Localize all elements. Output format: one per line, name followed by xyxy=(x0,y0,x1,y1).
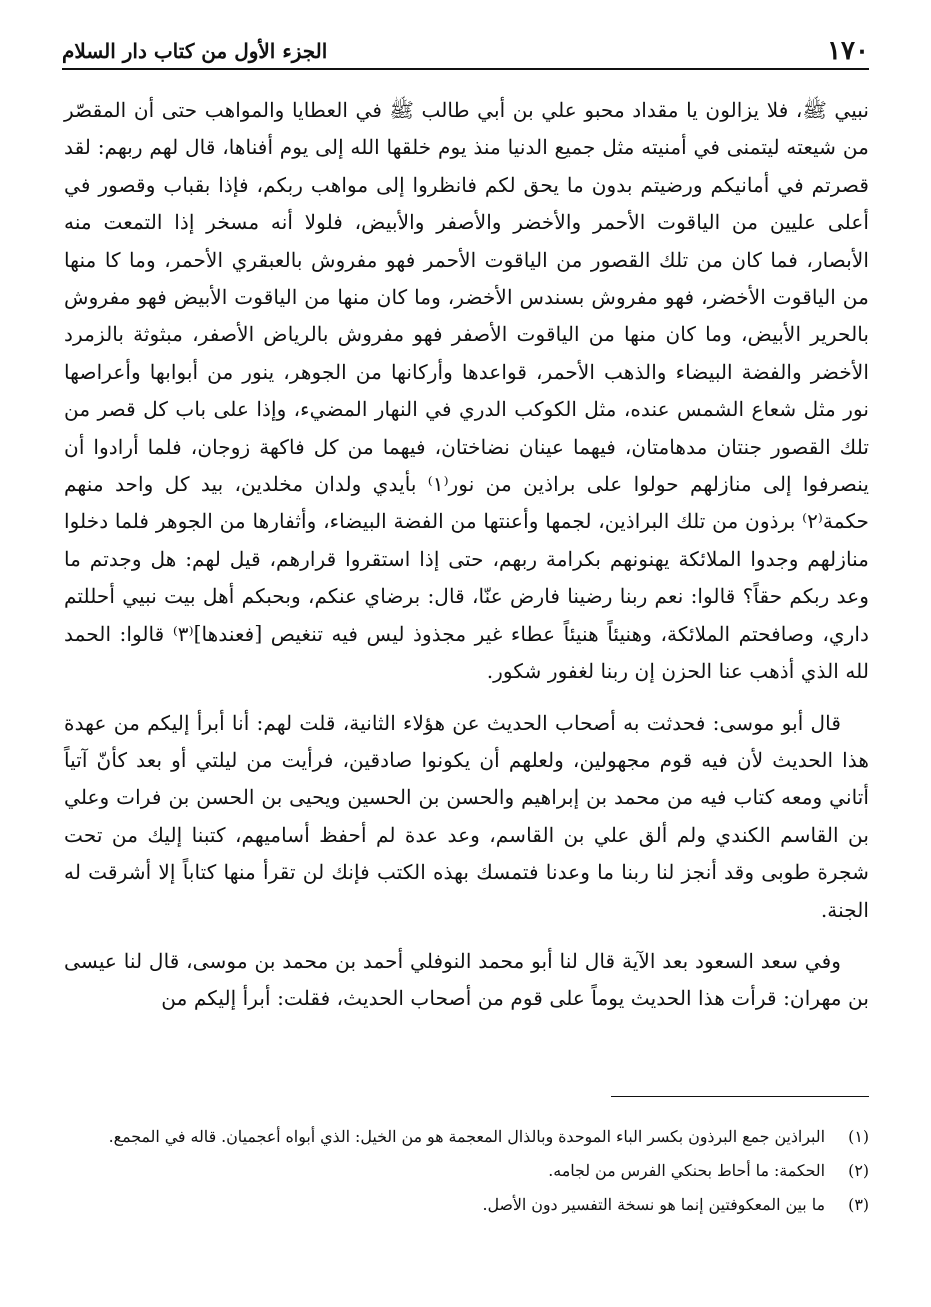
footnote-number: (٣) xyxy=(848,1195,869,1214)
footnote-text: الحكمة: ما أحاط بحنكي الفرس من لجامه. xyxy=(548,1161,825,1180)
footnote-1 xyxy=(64,1124,869,1150)
footnote-text: البراذين جمع البرذون بكسر الباء الموحدة وبالذال المعجمة هو من الخيل: الذي أبواه أعجميان. قاله في المجمع. xyxy=(108,1127,825,1146)
footnote-text: ما بين المعكوفتين إنما هو نسخة التفسير دون الأصل. xyxy=(482,1195,825,1214)
main-text xyxy=(64,92,869,1018)
footnote-number: (٢) xyxy=(848,1161,869,1180)
paragraph: قال أبو موسى: فحدثت به أصحاب الحديث عن هؤلاء الثانية، قلت لهم: أنا أبرأ إليكم من عهدة هذا الحديث لأن فيه قوم مجهولين، ولعلهم أن يكونوا صادقين، فرأيت من ليلتي أو بعد كأنّ آتياً أتاني ومعه كتاب فيه من محمد بن إبراهيم والحسن بن الحسين ويحيى بن الحسن بن فرات وعلي بن القاسم الكندي ولم ألق علي بن القاسم، وعد عدة لم أحفظ أساميهم، كتبنا إليك من تحت شجرة طوبى وقد أنجز لنا ربنا ما وعدنا فتمسك بهذه الكتب فإنك لن تقرأ منها كتاباً إلا أشرقت له الجنة. xyxy=(64,710,869,922)
footnote-number: (١) xyxy=(848,1127,869,1146)
footnote-divider xyxy=(611,1096,869,1097)
running-header xyxy=(62,34,869,70)
paragraph: وفي سعد السعود بعد الآية قال لنا أبو محمد النوفلي أحمد بن محمد بن موسى، قال لنا عيسى بن مهران: قرأت هذا الحديث يوماً على قوم من أصحاب الحديث، فقلت: أبرأ إليكم من xyxy=(64,948,869,1011)
footnote-3 xyxy=(64,1192,869,1218)
book-title: الجزء الأول من كتاب دار السلام xyxy=(62,39,328,63)
footnote-2 xyxy=(64,1158,869,1184)
page-number: ١٧٠ xyxy=(827,36,869,66)
paragraph: نبيي ﷺ، فلا يزالون يا مقداد محبو علي بن أبي طالب ﷺ في العطايا والمواهب حتى أن المقصّر من شيعته ليتمنى في أمنيته مثل جميع الدنيا منذ يوم خلقها الله إلى يوم أفناها، قال لهم ربهم: لقد قصرتم في أمانيكم ورضيتم بدون ما يحق لكم فانظروا إلى مواهب ربكم، فإذا بقباب وقصور في أعلى عليين من الياقوت الأحمر والأخضر والأصفر والأبيض، فلولا أنه مسخر إذا التمعت منه الأبصار، فما كان من تلك القصور من الياقوت الأحمر فهو مفروش بالعبقري الأحمر، وما كا منها من الياقوت الأخضر، فهو مفروش بسندس الأخضر، وما كان منها من الياقوت الأبيض فهو مفروش بالحرير الأبيض، وما كان منها من الياقوت الأصفر فهو مفروش بالرياض الأصفر، مبثوثة بالزمرد الأخضر والفضة البيضاء والذهب الأحمر، قواعدها وأركانها من الجوهر، ينور من أبوابها وأعراصها نور مثل شعاع الشمس عنده، مثل الكوكب الدري في النهار المضيء، وإذا على باب كل قصر من تلك القصور جنتان مدهامتان، فيهما عينان نضاختان، فيهما من كل فاكهة زوجان، فلما أرادوا أن ينصرفوا إلى منازلهم حولوا على براذين من نور⁽١⁾ بأيدي ولدان مخلدين، بيد كل واحد منهم حكمة⁽٢⁾ برذون من تلك البراذين، لجمها وأعنتها من الفضة البيضاء، وأثفارها من الجوهر فلما دخلوا منازلهم وجدوا الملائكة يهنونهم بكرامة ربهم، حتى إذا استقروا قرارهم، قيل لهم: هل وجدتم ما وعد ربكم حقاً؟ قالوا: نعم ربنا رضينا فارض عنّا، قال: برضاي عنكم، وبحبكم أهل بيت نبيي أحللتم داري، وصافحتم الملائكة، وهنيئاً هنيئاً عطاء غير مجذوذ ليس فيه تنغيص [فعندها]⁽٣⁾ قالوا: الحمد لله الذي أذهب عنا الحزن إن ربنا لغفور شكور. xyxy=(64,98,869,684)
footnotes xyxy=(64,1124,869,1226)
